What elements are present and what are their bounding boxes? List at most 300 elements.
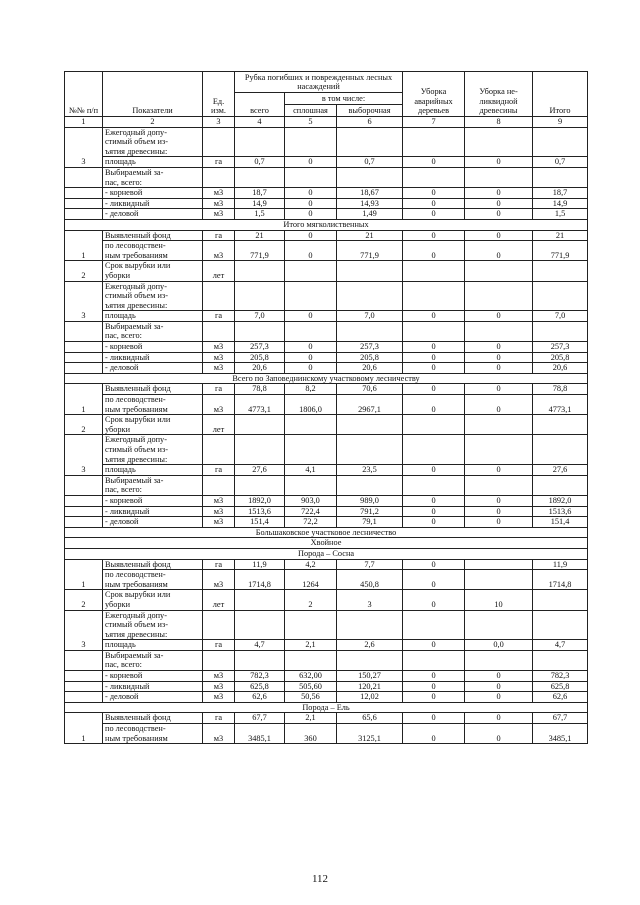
row-number: 2 bbox=[65, 415, 103, 435]
value-cell: 0 bbox=[285, 209, 337, 220]
indicator-cell bbox=[103, 650, 203, 670]
value-cell: 151,4 bbox=[235, 517, 285, 528]
indicator-cell: - деловой bbox=[103, 363, 203, 374]
indicator-cell bbox=[103, 261, 203, 281]
indicator-label: стимый объем из- bbox=[105, 137, 169, 147]
value-cell bbox=[533, 590, 588, 610]
value-cell: 72,2 bbox=[285, 517, 337, 528]
header-all: всего bbox=[235, 93, 285, 117]
column-number: 5 bbox=[285, 117, 337, 128]
table-cell bbox=[235, 281, 285, 311]
value-cell: 0 bbox=[465, 506, 533, 517]
value-cell: 0 bbox=[403, 671, 465, 682]
table-cell bbox=[285, 281, 337, 311]
value-cell: 0 bbox=[403, 724, 465, 744]
value-cell: 0 bbox=[403, 517, 465, 528]
indicator-label: ъятия древесины: bbox=[105, 629, 168, 639]
value-cell: 18,7 bbox=[533, 188, 588, 199]
indicator-cell: Выявленный фонд bbox=[103, 230, 203, 241]
indicator-cell: - корневой bbox=[103, 671, 203, 682]
table-cell bbox=[65, 475, 103, 495]
indicator-label: пас, всего: bbox=[105, 177, 142, 187]
section-row bbox=[65, 702, 588, 713]
value-cell: 0 bbox=[403, 570, 465, 590]
indicator-label: Срок вырубки или bbox=[105, 261, 171, 271]
table-cell bbox=[235, 475, 285, 495]
table-cell bbox=[337, 127, 403, 157]
table-cell bbox=[235, 321, 285, 341]
value-cell: 3125,1 bbox=[337, 724, 403, 744]
table-cell bbox=[285, 321, 337, 341]
value-cell: 62,6 bbox=[235, 692, 285, 703]
table-cell bbox=[65, 209, 103, 220]
value-cell: 20,6 bbox=[337, 363, 403, 374]
indicator-cell bbox=[103, 395, 203, 415]
table-cell bbox=[285, 127, 337, 157]
table-row bbox=[65, 352, 588, 363]
unit-cell: м3 bbox=[203, 352, 235, 363]
unit-cell: м3 bbox=[203, 506, 235, 517]
indicator-label: ным требованиям bbox=[105, 733, 168, 743]
value-cell: 0 bbox=[465, 517, 533, 528]
table-row bbox=[65, 209, 588, 220]
section-row bbox=[65, 527, 588, 538]
value-cell: 2,1 bbox=[285, 640, 337, 651]
table-row bbox=[65, 261, 588, 281]
indicator-label: Выбираемый за- bbox=[105, 321, 164, 331]
indicator-cell bbox=[103, 281, 203, 311]
value-cell: 205,8 bbox=[235, 352, 285, 363]
value-cell: 0 bbox=[465, 384, 533, 395]
value-cell: 1264 bbox=[285, 570, 337, 590]
table-cell bbox=[235, 415, 285, 435]
indicator-label: уборки bbox=[105, 599, 131, 609]
header-indicator: Показатели bbox=[103, 72, 203, 117]
value-cell: 0,7 bbox=[235, 157, 285, 168]
value-cell: 0 bbox=[403, 342, 465, 353]
table-cell bbox=[403, 127, 465, 157]
value-cell: 771,9 bbox=[337, 241, 403, 261]
table-row bbox=[65, 188, 588, 199]
value-cell: 0 bbox=[403, 495, 465, 506]
indicator-label: Ежегодный допу- bbox=[105, 610, 167, 620]
indicator-label: стимый объем из- bbox=[105, 620, 169, 630]
value-cell: 0 bbox=[465, 311, 533, 322]
value-cell: 7,0 bbox=[235, 311, 285, 322]
indicator-label: Срок вырубки или bbox=[105, 590, 171, 600]
indicator-cell: площадь bbox=[103, 465, 203, 476]
table-cell bbox=[337, 415, 403, 435]
table-cell bbox=[533, 167, 588, 187]
table-cell bbox=[285, 610, 337, 640]
row-number: 1 bbox=[65, 713, 103, 744]
table-cell bbox=[203, 167, 235, 187]
table-cell bbox=[203, 281, 235, 311]
header-illiquid: Уборка не- ликвидной древесины bbox=[465, 72, 533, 117]
section-spruce: Порода – Ель bbox=[65, 702, 588, 713]
unit-cell: м3 bbox=[203, 363, 235, 374]
table-row bbox=[65, 311, 588, 322]
unit-cell: лет bbox=[203, 415, 235, 435]
section-row bbox=[65, 538, 588, 549]
value-cell: 0,7 bbox=[533, 157, 588, 168]
table-cell bbox=[465, 321, 533, 341]
value-cell: 0,0 bbox=[465, 640, 533, 651]
value-cell: 23,5 bbox=[337, 465, 403, 476]
indicator-cell bbox=[103, 570, 203, 590]
page-number: 112 bbox=[311, 873, 329, 885]
table-cell bbox=[285, 650, 337, 670]
row-number: 3 bbox=[65, 281, 103, 321]
value-cell: 257,3 bbox=[337, 342, 403, 353]
value-cell: 18,7 bbox=[235, 188, 285, 199]
table-cell bbox=[465, 127, 533, 157]
unit-cell: га bbox=[203, 640, 235, 651]
value-cell: 14,9 bbox=[235, 198, 285, 209]
section-soft-total: Итого мягколиственных bbox=[65, 219, 588, 230]
table-row bbox=[65, 384, 588, 395]
value-cell: 0 bbox=[403, 230, 465, 241]
value-cell: 0 bbox=[403, 590, 465, 610]
unit-cell: м3 bbox=[203, 241, 235, 261]
value-cell: 0 bbox=[403, 681, 465, 692]
value-cell: 10 bbox=[465, 590, 533, 610]
value-cell: 360 bbox=[285, 724, 337, 744]
indicator-cell: площадь bbox=[103, 157, 203, 168]
value-cell: 14,93 bbox=[337, 198, 403, 209]
table-cell bbox=[403, 261, 465, 281]
table-cell bbox=[65, 188, 103, 199]
table-cell bbox=[285, 167, 337, 187]
value-cell: 0 bbox=[465, 230, 533, 241]
value-cell: 782,3 bbox=[533, 671, 588, 682]
indicator-cell: - деловой bbox=[103, 692, 203, 703]
indicator-label: стимый объем из- bbox=[105, 445, 169, 454]
indicator-cell: - ликвидный bbox=[103, 352, 203, 363]
value-cell: 78,8 bbox=[235, 384, 285, 395]
value-cell: 1513,6 bbox=[235, 506, 285, 517]
value-cell: 1,49 bbox=[337, 209, 403, 220]
column-number: 3 bbox=[203, 117, 235, 128]
table-cell bbox=[203, 650, 235, 670]
value-cell: 4,7 bbox=[533, 640, 588, 651]
value-cell: 14,9 bbox=[533, 198, 588, 209]
value-cell: 67,7 bbox=[533, 713, 588, 724]
value-cell: 3485,1 bbox=[235, 724, 285, 744]
section-row bbox=[65, 548, 588, 559]
unit-cell: м3 bbox=[203, 198, 235, 209]
indicator-label: Выбираемый за- bbox=[105, 650, 164, 660]
value-cell: 625,8 bbox=[533, 681, 588, 692]
value-cell: 4,7 bbox=[235, 640, 285, 651]
unit-cell: м3 bbox=[203, 395, 235, 415]
indicator-label: Выбираемый за- bbox=[105, 167, 164, 177]
value-cell: 1714,8 bbox=[235, 570, 285, 590]
header-felling-group: Рубка погибших и поврежденных лесных насаждений bbox=[235, 72, 403, 93]
value-cell: 79,1 bbox=[337, 517, 403, 528]
value-cell: 2,1 bbox=[285, 713, 337, 724]
value-cell: 0 bbox=[285, 230, 337, 241]
indicator-cell: - ликвидный bbox=[103, 681, 203, 692]
section-row bbox=[65, 219, 588, 230]
value-cell: 11,9 bbox=[235, 559, 285, 570]
section-pine: Порода – Сосна bbox=[65, 548, 588, 559]
unit-cell: лет bbox=[203, 590, 235, 610]
table-cell bbox=[337, 435, 403, 465]
value-cell: 62,6 bbox=[533, 692, 588, 703]
indicator-cell: площадь bbox=[103, 640, 203, 651]
value-cell: 0 bbox=[403, 209, 465, 220]
unit-cell: м3 bbox=[203, 724, 235, 744]
value-cell: 0 bbox=[285, 157, 337, 168]
table-cell bbox=[235, 261, 285, 281]
indicator-cell bbox=[103, 241, 203, 261]
table-cell bbox=[337, 167, 403, 187]
table-cell bbox=[65, 650, 103, 670]
value-cell: 11,9 bbox=[533, 559, 588, 570]
table-cell bbox=[285, 435, 337, 465]
value-cell: 0 bbox=[403, 384, 465, 395]
table-cell bbox=[403, 281, 465, 311]
value-cell: 1,5 bbox=[235, 209, 285, 220]
value-cell: 150,27 bbox=[337, 671, 403, 682]
row-number: 1 bbox=[65, 230, 103, 261]
section-row bbox=[65, 373, 588, 384]
table-cell bbox=[403, 321, 465, 341]
table-row bbox=[65, 495, 588, 506]
column-number: 2 bbox=[103, 117, 203, 128]
value-cell: 2,6 bbox=[337, 640, 403, 651]
indicator-label: пас, всего: bbox=[105, 485, 142, 495]
value-cell: 3 bbox=[337, 590, 403, 610]
table-cell bbox=[533, 650, 588, 670]
table-cell bbox=[65, 495, 103, 506]
indicator-label: по лесоводствен- bbox=[105, 395, 166, 405]
value-cell: 20,6 bbox=[533, 363, 588, 374]
column-number: 8 bbox=[465, 117, 533, 128]
unit-cell: га bbox=[203, 157, 235, 168]
indicator-label: стимый объем из- bbox=[105, 291, 169, 301]
table-cell bbox=[203, 435, 235, 465]
value-cell: 4,1 bbox=[285, 465, 337, 476]
indicator-cell bbox=[103, 475, 203, 495]
unit-cell: га bbox=[203, 311, 235, 322]
value-cell: 65,6 bbox=[337, 713, 403, 724]
table-row bbox=[65, 650, 588, 670]
value-cell: 0 bbox=[465, 465, 533, 476]
indicator-label: ным требованиям bbox=[105, 250, 168, 260]
value-cell: 0 bbox=[403, 157, 465, 168]
indicator-label: ъятия древесины: bbox=[105, 146, 168, 156]
value-cell: 0 bbox=[403, 395, 465, 415]
indicator-cell bbox=[103, 167, 203, 187]
indicator-label: ным требованиям bbox=[105, 579, 168, 589]
table-cell bbox=[403, 650, 465, 670]
indicator-cell bbox=[103, 435, 203, 465]
value-cell: 0 bbox=[403, 198, 465, 209]
table-cell bbox=[235, 167, 285, 187]
value-cell: 0 bbox=[465, 671, 533, 682]
table-row bbox=[65, 681, 588, 692]
indicator-cell bbox=[103, 415, 203, 435]
value-cell: 782,3 bbox=[235, 671, 285, 682]
unit-cell: м3 bbox=[203, 692, 235, 703]
indicator-label: Ежегодный допу- bbox=[105, 435, 167, 445]
table-cell bbox=[465, 435, 533, 465]
value-cell: 0 bbox=[403, 363, 465, 374]
table-cell bbox=[337, 281, 403, 311]
value-cell: 205,8 bbox=[533, 352, 588, 363]
indicator-cell: Выявленный фонд bbox=[103, 559, 203, 570]
table-cell bbox=[65, 681, 103, 692]
unit-cell: га bbox=[203, 230, 235, 241]
value-cell: 0 bbox=[465, 495, 533, 506]
unit-cell: м3 bbox=[203, 671, 235, 682]
table-cell bbox=[65, 167, 103, 187]
header-row bbox=[65, 72, 588, 93]
table-cell bbox=[203, 610, 235, 640]
value-cell: 0 bbox=[465, 692, 533, 703]
section-zapov-total: Всего по Заповеднинскому участковому лесничеству bbox=[65, 373, 588, 384]
value-cell: 27,6 bbox=[533, 465, 588, 476]
value-cell: 0 bbox=[403, 311, 465, 322]
table-cell bbox=[65, 671, 103, 682]
indicator-cell: Выявленный фонд bbox=[103, 384, 203, 395]
unit-cell: га bbox=[203, 713, 235, 724]
unit-cell: м3 bbox=[203, 495, 235, 506]
table-row bbox=[65, 415, 588, 435]
indicator-label: Ежегодный допу- bbox=[105, 127, 167, 137]
indicator-label: по лесоводствен- bbox=[105, 724, 166, 734]
value-cell: 18,67 bbox=[337, 188, 403, 199]
unit-cell: га bbox=[203, 559, 235, 570]
value-cell: 0 bbox=[285, 352, 337, 363]
table-cell bbox=[533, 610, 588, 640]
column-number: 4 bbox=[235, 117, 285, 128]
colnum-row bbox=[65, 117, 588, 128]
table-cell bbox=[65, 198, 103, 209]
indicator-label: уборки bbox=[105, 424, 131, 434]
value-cell: 7,0 bbox=[337, 311, 403, 322]
unit-cell: м3 bbox=[203, 209, 235, 220]
value-cell: 1806,0 bbox=[285, 395, 337, 415]
table-row bbox=[65, 167, 588, 187]
indicator-cell: - корневой bbox=[103, 188, 203, 199]
table-row bbox=[65, 640, 588, 651]
table-cell bbox=[337, 650, 403, 670]
row-number: 2 bbox=[65, 590, 103, 610]
indicator-label: пас, всего: bbox=[105, 660, 142, 670]
header-solid: сплошная bbox=[285, 105, 337, 117]
value-cell: 0 bbox=[403, 188, 465, 199]
indicator-label: Ежегодный допу- bbox=[105, 281, 167, 291]
row-number: 1 bbox=[65, 559, 103, 590]
value-cell: 0 bbox=[465, 342, 533, 353]
table-row bbox=[65, 671, 588, 682]
indicator-label: по лесоводствен- bbox=[105, 241, 166, 251]
value-cell: 8,2 bbox=[285, 384, 337, 395]
unit-cell: га bbox=[203, 465, 235, 476]
row-number: 3 bbox=[65, 610, 103, 650]
table-cell bbox=[465, 281, 533, 311]
value-cell: 7,7 bbox=[337, 559, 403, 570]
value-cell: 21 bbox=[533, 230, 588, 241]
value-cell: 771,9 bbox=[235, 241, 285, 261]
value-cell: 78,8 bbox=[533, 384, 588, 395]
row-number: 2 bbox=[65, 261, 103, 281]
table-cell bbox=[465, 475, 533, 495]
table-row bbox=[65, 517, 588, 528]
table-cell bbox=[465, 610, 533, 640]
unit-cell: га bbox=[203, 384, 235, 395]
indicator-label: уборки bbox=[105, 270, 131, 280]
value-cell: 4773,1 bbox=[533, 395, 588, 415]
table-cell bbox=[465, 650, 533, 670]
indicator-cell bbox=[103, 321, 203, 341]
indicator-cell: - ликвидный bbox=[103, 506, 203, 517]
table-cell bbox=[65, 321, 103, 341]
row-number: 1 bbox=[65, 384, 103, 415]
value-cell: 1,5 bbox=[533, 209, 588, 220]
table-cell bbox=[465, 167, 533, 187]
table-cell bbox=[235, 127, 285, 157]
table-cell bbox=[337, 321, 403, 341]
value-cell: 505,60 bbox=[285, 681, 337, 692]
value-cell: 0 bbox=[403, 692, 465, 703]
table-cell bbox=[203, 475, 235, 495]
indicator-cell bbox=[103, 724, 203, 744]
table-cell bbox=[203, 321, 235, 341]
indicator-label: ным требованиям bbox=[105, 404, 168, 414]
indicator-cell: - деловой bbox=[103, 517, 203, 528]
value-cell: 0 bbox=[465, 681, 533, 692]
value-cell: 0 bbox=[465, 363, 533, 374]
indicator-cell: Выявленный фонд bbox=[103, 713, 203, 724]
value-cell: 0 bbox=[403, 640, 465, 651]
row-number: 3 bbox=[65, 435, 103, 475]
table-row bbox=[65, 363, 588, 374]
value-cell: 21 bbox=[337, 230, 403, 241]
value-cell: 0 bbox=[465, 395, 533, 415]
row-number: 3 bbox=[65, 127, 103, 167]
indicator-cell bbox=[103, 590, 203, 610]
table-row bbox=[65, 342, 588, 353]
table-row bbox=[65, 590, 588, 610]
value-cell: 67,7 bbox=[235, 713, 285, 724]
value-cell: 7,0 bbox=[533, 311, 588, 322]
value-cell: 20,6 bbox=[235, 363, 285, 374]
value-cell: 791,2 bbox=[337, 506, 403, 517]
value-cell: 1892,0 bbox=[533, 495, 588, 506]
unit-cell: м3 bbox=[203, 517, 235, 528]
value-cell: 903,0 bbox=[285, 495, 337, 506]
value-cell: 0 bbox=[403, 506, 465, 517]
table-row bbox=[65, 395, 588, 415]
unit-cell: м3 bbox=[203, 681, 235, 692]
value-cell: 0 bbox=[403, 241, 465, 261]
value-cell: 0 bbox=[465, 209, 533, 220]
value-cell: 0 bbox=[285, 198, 337, 209]
indicator-label: пас, всего: bbox=[105, 331, 142, 341]
table-cell bbox=[65, 363, 103, 374]
value-cell: 0 bbox=[403, 713, 465, 724]
value-cell: 257,3 bbox=[235, 342, 285, 353]
table-cell bbox=[337, 610, 403, 640]
value-cell: 0 bbox=[465, 241, 533, 261]
value-cell: 2 bbox=[285, 590, 337, 610]
value-cell: 0 bbox=[465, 157, 533, 168]
value-cell: 0 bbox=[465, 724, 533, 744]
